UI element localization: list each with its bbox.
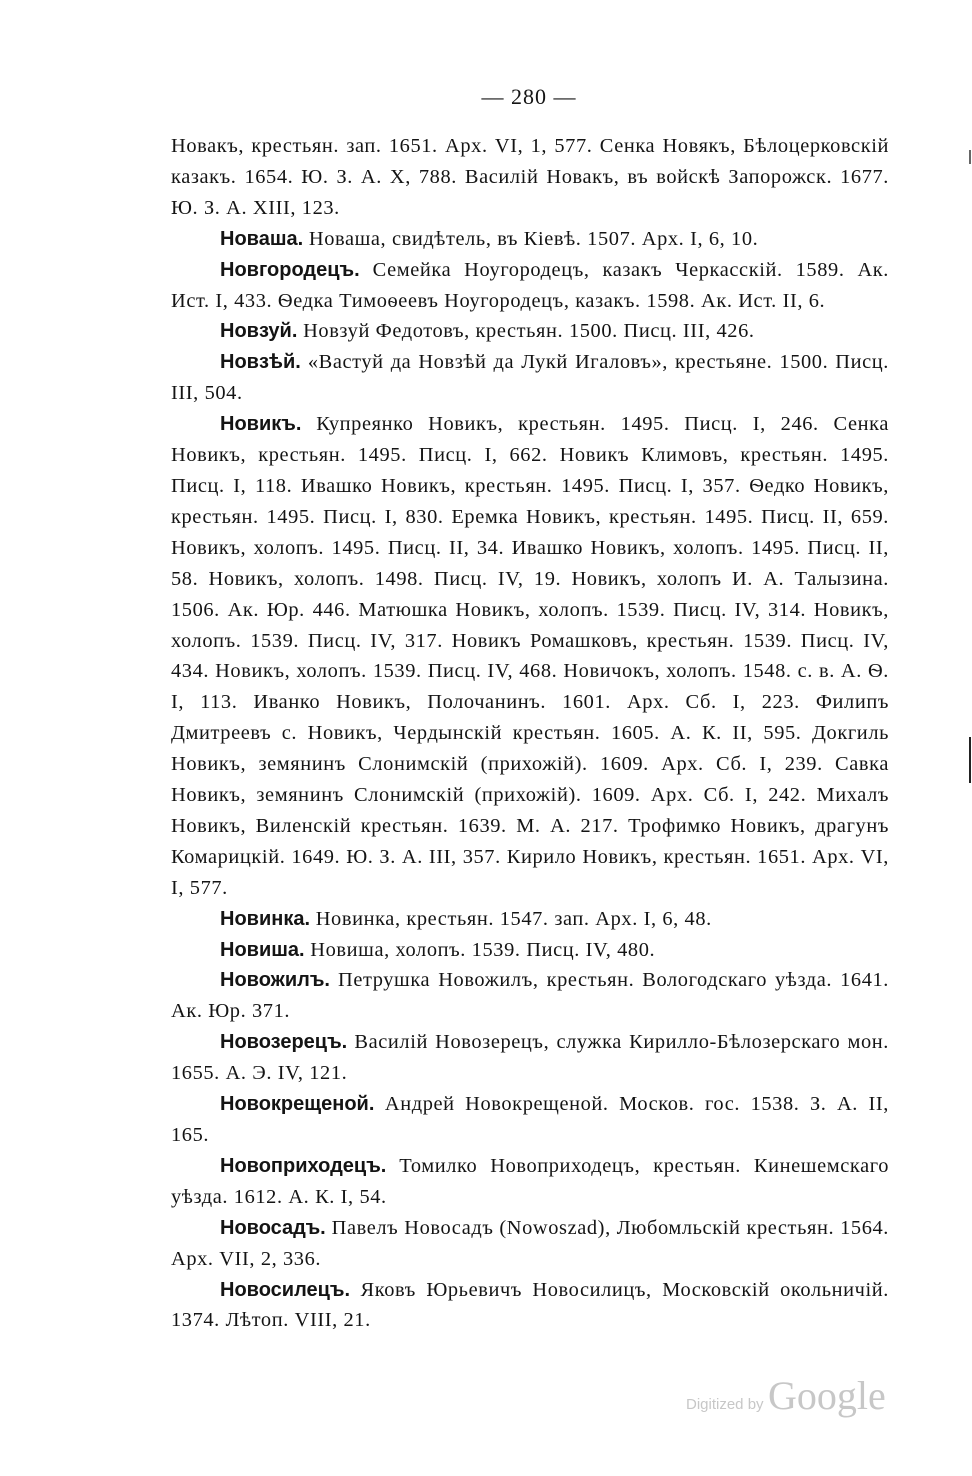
entry-text: Новакъ, крестьян. зап. 1651. Арх. VI, 1, 577. Сенка Новякъ, Бѣлоцерковскій казакъ. 1654. Ю. З. А. X, 788. Василій Новакъ, въ войскѣ Запорожск. 1677. Ю. З. А. XIII, 123. (171, 135, 889, 219)
entry-headword: Новзѣй. (220, 351, 301, 374)
entry-headword: Новаша. (220, 227, 304, 250)
entry-continuation (171, 131, 889, 224)
entry-headword: Новиша. (220, 938, 305, 961)
entry-headword: Новосадъ. (220, 1216, 326, 1239)
entry-novisha (171, 935, 889, 966)
entry-headword: Новожилъ. (220, 969, 330, 992)
scan-edge-rule (969, 737, 971, 783)
entry-text: Новиша, холопъ. 1539. Писц. IV, 480. (304, 938, 656, 961)
entry-novinka (171, 904, 889, 935)
entry-text: Томилко Новоприходецъ, крестьян. Кинешемскаго уѣзда. 1612. А. К. I, 54. (171, 1154, 889, 1208)
entry-text: Новинка, крестьян. 1547. зап. Арх. I, 6, 48. (310, 907, 712, 930)
entry-novoprikhodets (171, 1151, 889, 1213)
entry-novgorodets (171, 255, 889, 317)
entry-text: Яковъ Юрьевичъ Новосилицъ, Московскій окольничій. 1374. Лѣтоп. VIII, 21. (171, 1278, 889, 1332)
entry-text: Петрушка Новожилъ, крестьян. Вологодскаго уѣзда. 1641. Ак. Юр. 371. (171, 969, 889, 1023)
entry-novosad (171, 1213, 889, 1275)
entry-text: Новаша, свидѣтель, въ Кіевѣ. 1507. Арх. I, 6, 10. (303, 227, 759, 250)
entry-novzey (171, 347, 889, 409)
watermark-prefix: Digitized by (686, 1396, 764, 1413)
entry-novozerets (171, 1027, 889, 1089)
entry-novzuy (171, 316, 889, 347)
entry-text: Семейка Ноугородецъ, казакъ Черкасскій. 1589. Ак. Ист. I, 433. Ѳедка Тимоѳеевъ Ноугородецъ, казакъ. 1598. Ак. Ист. II, 6. (171, 258, 889, 312)
entry-headword: Новзуй. (220, 320, 298, 343)
entry-headword: Новинка. (220, 907, 311, 930)
entry-novokreshchenoy (171, 1089, 889, 1151)
entry-headword: Новгородецъ. (220, 258, 360, 281)
entry-text: Павелъ Новосадъ (Nowoszad), Любомльскій крестьян. 1564. Арх. VII, 2, 336. (171, 1216, 889, 1270)
entry-novik (171, 409, 889, 904)
google-watermark (686, 1372, 886, 1419)
entry-headword: Новозерецъ. (220, 1031, 348, 1054)
dictionary-text (171, 131, 889, 1336)
entry-headword: Новосилецъ. (220, 1278, 351, 1301)
entry-text: Андрей Новокрещеной. Москов. гос. 1538. З. А. II, 165. (171, 1093, 889, 1146)
entry-text: Новзуй Федотовъ, крестьян. 1500. Писц. III, 426. (297, 320, 755, 343)
entry-headword: Новокрещеной. (220, 1093, 375, 1116)
entry-novosilets (171, 1275, 889, 1337)
scan-edge-mark (969, 150, 971, 164)
entry-text: Купреянко Новикъ, крестьян. 1495. Писц. I, 246. Сенка Новикъ, крестьян. 1495. Писц. I, 662. Новикъ Климовъ, крестьян. 1495. Писц. I, 118. Ивашко Новикъ, крестьян. 1495. Писц. I, 357. Ѳедко Новикъ, крестьян. 1495. Писц. I, 830. Еремка Новикъ, крестьян. 1495. Писц. II, 659. Новикъ, холопъ. 1495. Писц. II, 34. Ивашко Новикъ, холопъ. 1495. Писц. II, 58. Новикъ, холопъ. 1498. Писц. IV, 19. Новикъ, холопъ И. А. Талызина. 1506. Ак. Юр. 446. Матюшка Новикъ, холопъ. 1539. Писц. IV, 314. Новикъ, холопъ. 1539. Писц. IV, 317. Новикъ Ромашковъ, крестьян. 1539. Писц. IV, 434. Новикъ, холопъ. 1539. Писц. IV, 468. Новичокъ, холопъ. 1548. с. в. А. Ѳ. I, 113. Иванко Новикъ, Полочанинъ. 1601. Арх. Сб. I, 223. Филипъ Дмитреевъ с. Новикъ, Чердынскій крестьян. 1605. А. К. II, 595. Докгиль Новикъ, земянинъ Слонимскій (прихожій). 1609. Арх. Сб. I, 239. Савка Новикъ, земянинъ Слонимскій (прихожій). 1609. Арх. Сб. I, 242. Михалъ Новикъ, Виленскій крестьян. 1639. М. А. 217. Трофимко Новикъ, драгунъ Комарицкій. 1649. Ю. З. А. III, 357. Кирило Новикъ, крестьян. 1651. Арх. VI, I, 577. (171, 413, 889, 899)
entry-headword: Новикъ. (220, 413, 302, 436)
entry-text: «Вастуй да Новзѣй да Лукй Игаловъ», крестьяне. 1500. Писц. III, 504. (171, 351, 889, 405)
entry-novasha (171, 224, 889, 255)
page-number: — 280 — (481, 84, 577, 109)
entry-text: Василій Новозерецъ, служка Кирилло-Бѣлозерскаго мон. 1655. А. Э. IV, 121. (171, 1031, 889, 1085)
entry-novozhil (171, 965, 889, 1027)
entry-headword: Новоприходецъ. (220, 1154, 387, 1177)
google-logo: Google (768, 1373, 886, 1418)
